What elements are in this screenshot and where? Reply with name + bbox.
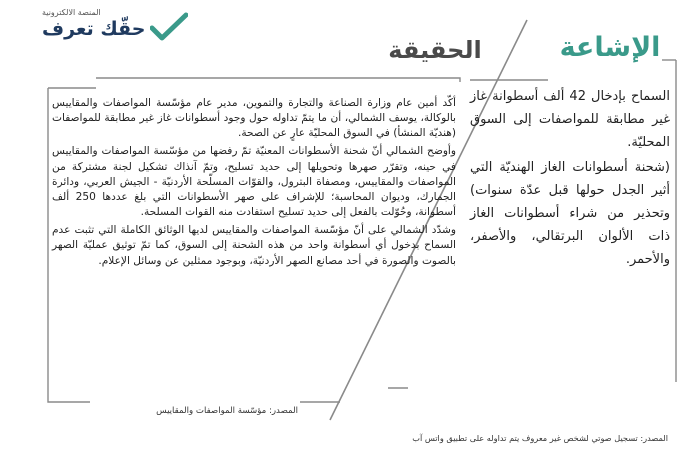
rumor-heading: الإشاعة xyxy=(559,32,661,63)
checkmark-icon xyxy=(150,12,188,42)
truth-frame xyxy=(96,78,460,82)
logo-tagline: المنصة الالكترونية xyxy=(42,8,101,17)
rumor-source: المصدر: تسجيل صوتي لشخص غير معروف يتم تداوله على تطبيق واتس آب xyxy=(412,433,668,443)
rumor-body xyxy=(470,85,670,273)
logo xyxy=(40,6,190,46)
rumor-paragraph: (شحنة أسطوانات الغاز الهنديّة التي أثير الجدل حولها قبل عدّة سنوات) وتحذير من شراء أسطوانات الغاز ذات الألوان البرتقالي، والأصفر، والأحمر. xyxy=(470,159,670,268)
truth-source: المصدر: مؤسّسة المواصفات والمقاييس xyxy=(156,406,298,416)
logo-name: حقّك تعرف xyxy=(42,18,146,40)
truth-paragraph: وشدّد الشمالي على أنّ مؤسّسة المواصفات والمقاييس لديها الوثائق الكاملة التي تثبت عدم السماح بدخول أي أسطوانة واحد من هذه الشحنة إلى السوق، كما تمّ توثيق عمليّة الصهر بالصوت والصورة في أحد مصانع الصهر الأردنيّة، وبوجود ممثلين عن وسائل الإعلام. xyxy=(52,224,456,267)
truth-heading: الحقيقة xyxy=(388,36,482,64)
truth-paragraph: وأوضح الشمالي أنّ شحنة الأسطوانات المعنيّة تمّ رفضها من مؤسّسة المواصفات والمقاييس في حينه، وتقرّر صهرها وتحويلها إلى حديد تسليح، وتمّ آنذاك تشكيل لجنة مشتركة من المواصفات والمقاييس، ومصفاة البترول، والقوّات المسلّحة الأردنيّة - الجيش العربي، ودائرة الجمارك، وديوان المحاسبة؛ للإشراف على صهر الأسطوانات التي بلغ عددها 250 ألف أسطوانة، وحُوّلت بالفعل إلى حديد تسليح استفادت منه القوات المسلحة. xyxy=(52,145,456,219)
rumor-paragraph: السماح بإدخال 42 ألف أسطوانة غاز غير مطابقة للمواصفات إلى السوق المحليّة. xyxy=(470,89,670,151)
truth-paragraph: أكّد أمين عام وزارة الصناعة والتجارة والتموين، مدير عام مؤسّسة المواصفات والمقاييس بالوكالة، يوسف الشمالي، أن ما يتمّ تداوله حول وجود أسطوانات غاز غير مطابقة للمواصفات (هنديّة المنشأ) في السوق المحليّة عارٍ عن الصحة. xyxy=(52,97,456,140)
truth-body xyxy=(52,96,456,272)
